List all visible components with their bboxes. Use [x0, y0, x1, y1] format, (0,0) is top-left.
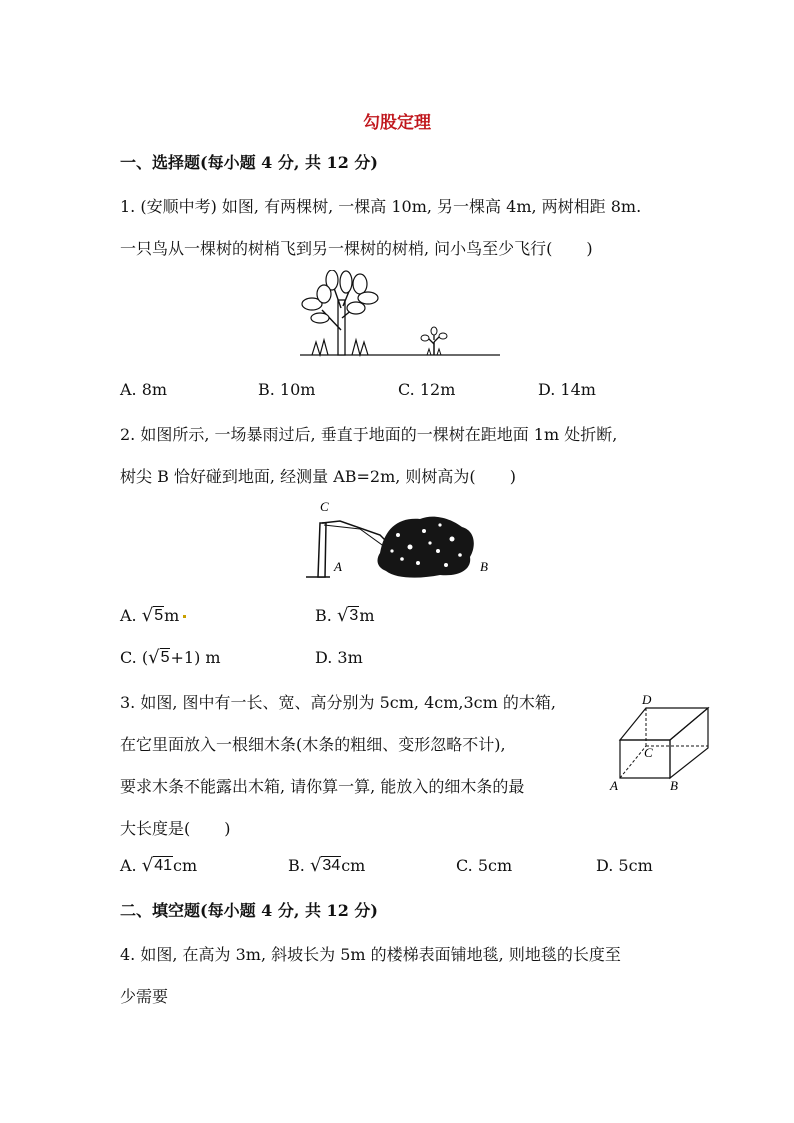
q3-label-b: B — [670, 778, 678, 793]
q3-label-a: A — [610, 778, 618, 793]
q1-option-b: B. 10m — [258, 380, 316, 399]
q3-option-b: B. √ 34 cm — [288, 855, 366, 876]
two-trees-figure — [294, 270, 504, 360]
q3-option-a: A. √ 41 cm — [120, 855, 198, 876]
q2-option-a: A. √ 5 m — [120, 606, 186, 625]
q1-text-line2 — [120, 236, 593, 259]
q1-close-paren: ) — [586, 239, 593, 258]
q2-text-line1: 2. 如图所示, 一场暴雨过后, 垂直于地面的一棵树在距地面 1m 处折断, — [120, 425, 618, 444]
q3-text-line3: 要求木条不能露出木箱, 请你算一算, 能放入的细木条的最 — [120, 777, 525, 796]
q1-option-a: A. 8m — [120, 380, 168, 399]
section-heading-choice: 一、选择题(每小题 4 分, 共 12 分) — [120, 153, 378, 172]
q4-text-line1: 4. 如图, 在高为 3m, 斜坡长为 5m 的楼梯表面铺地毯, 则地毯的长度至 — [120, 945, 621, 964]
mark-dot — [183, 615, 186, 618]
sqrt-symbol: √ 5 — [141, 605, 164, 626]
q2-close-paren: ) — [509, 467, 516, 486]
q3-text-line2: 在它里面放入一根细木条(木条的粗细、变形忽略不计), — [120, 735, 506, 754]
broken-tree-figure — [300, 495, 500, 585]
q1-text-line2a: 一只鸟从一棵树的树梢飞到另一棵树的树梢, 问小鸟至少飞行( — [120, 239, 553, 258]
q1-text-line1: 1. (安顺中考) 如图, 有两棵树, 一棵高 10m, 另一棵高 4m, 两树相距 8m. — [120, 197, 642, 216]
section-heading-fill: 二、填空题(每小题 4 分, 共 12 分) — [120, 901, 378, 920]
q2-label-a: A — [334, 559, 342, 574]
q3-label-d: D — [642, 692, 652, 707]
q1-option-c: C. 12m — [398, 380, 456, 399]
q2-text-line2a: 树尖 B 恰好碰到地面, 经测量 AB=2m, 则树高为( — [120, 467, 476, 486]
q2-option-b: B. √ 3 m — [315, 605, 375, 626]
q2-text-line2 — [120, 464, 516, 487]
q4-text-line2: 少需要 — [120, 987, 169, 1006]
sqrt-symbol: √ 5 — [148, 647, 170, 668]
q3-label-c: C — [644, 745, 653, 760]
sqrt-symbol: √ 3 — [336, 605, 359, 626]
q1-option-d: D. 14m — [538, 380, 596, 399]
q2-label-b: B — [480, 559, 488, 574]
q3-option-c: C. 5cm — [456, 856, 513, 875]
q3-text-line4a: 大长度是( — [120, 819, 191, 838]
page-title: 勾股定理 — [363, 113, 431, 133]
q3-option-d: D. 5cm — [596, 856, 653, 875]
q3-text-line1: 3. 如图, 图中有一长、宽、高分别为 5cm, 4cm,3cm 的木箱, — [120, 693, 556, 712]
box-figure — [606, 690, 718, 796]
sqrt-symbol: √ 41 — [141, 855, 173, 876]
q2-option-d: D. 3m — [315, 648, 363, 667]
q3-close-paren: ) — [224, 819, 231, 838]
q3-text-line4 — [120, 816, 231, 839]
q2-option-c: C. ( √ 5 +1) m — [120, 647, 221, 668]
q2-label-c: C — [320, 499, 329, 514]
sqrt-symbol: √ 34 — [309, 855, 341, 876]
